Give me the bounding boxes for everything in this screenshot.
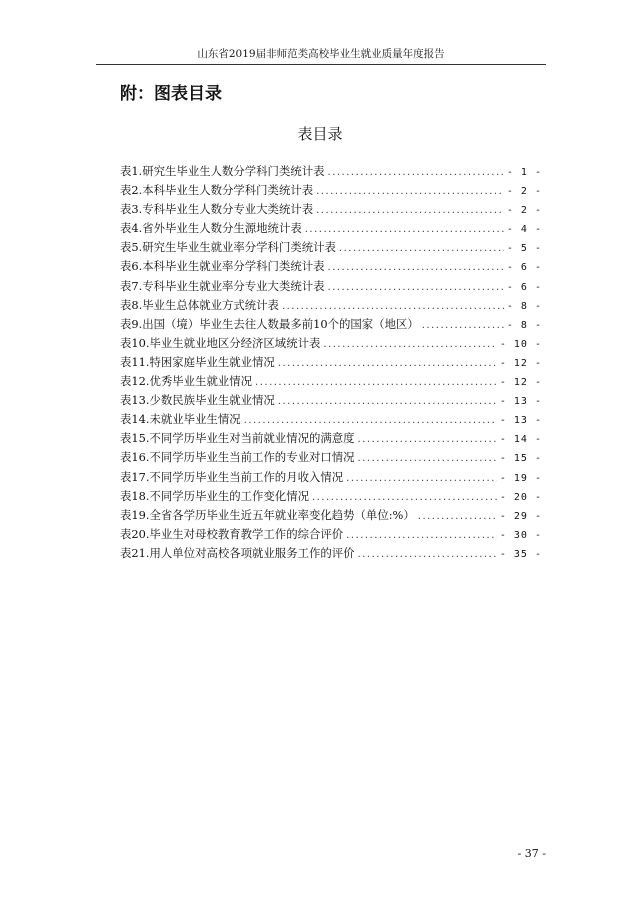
toc-entry-label: 表5.研究生毕业生就业率分学科门类统计表 (120, 240, 336, 255)
toc-entry-label: 表7.专科毕业生就业率分专业大类统计表 (120, 278, 325, 293)
toc-entry-page: - 30 - (499, 529, 542, 541)
toc-entry-label: 表3.专科毕业生人数分专业大类统计表 (120, 202, 314, 217)
toc-entry-page: - 2 - (506, 186, 542, 198)
toc-entry-label: 表2.本科毕业生人数分学科门类统计表 (120, 183, 314, 198)
toc-entry-page: - 8 - (506, 319, 542, 331)
toc-entry-page: - 2 - (506, 205, 542, 217)
toc-leader (328, 258, 504, 277)
toc-leader (346, 469, 497, 488)
toc-list (120, 162, 542, 563)
toc-entry-label: 表1.研究生毕业生人数分学科门类统计表 (120, 164, 325, 178)
toc-leader (282, 297, 504, 316)
toc-entry[interactable] (120, 391, 542, 410)
toc-leader (358, 449, 497, 468)
toc-entry-label: 表13.少数民族毕业生就业情况 (120, 393, 275, 408)
toc-entry[interactable] (120, 429, 542, 448)
toc-entry-page: - 5 - (506, 243, 542, 255)
toc-leader (418, 507, 497, 526)
toc-entry[interactable] (120, 315, 542, 334)
toc-entry[interactable] (120, 181, 542, 200)
toc-entry[interactable] (120, 525, 542, 544)
toc-entry[interactable] (120, 353, 542, 372)
toc-entry-page: - 29 - (499, 510, 542, 522)
toc-entry[interactable] (120, 487, 542, 506)
toc-entry-label: 表9.出国（境）毕业生去往人数最多前10个的国家（地区） (120, 316, 419, 331)
toc-entry-label: 表19.全省各学历毕业生近五年就业率变化趋势（单位:%） (120, 507, 415, 522)
toc-entry-page: - 19 - (499, 472, 542, 484)
toc-entry[interactable] (120, 238, 542, 257)
toc-entry[interactable] (120, 372, 542, 391)
toc-entry[interactable] (120, 162, 542, 181)
toc-entry-page: - 12 - (499, 377, 542, 389)
toc-entry[interactable] (120, 506, 542, 525)
toc-entry-label: 表20.毕业生对母校教育教学工作的综合评价 (120, 526, 344, 541)
appendix-heading: 附：图表目录 (120, 84, 222, 104)
toc-entry[interactable] (120, 448, 542, 467)
toc-entry[interactable] (120, 410, 542, 429)
toc-entry-page: - 35 - (499, 548, 542, 560)
toc-leader (278, 392, 497, 411)
toc-entry[interactable] (120, 200, 542, 219)
toc-entry[interactable] (120, 219, 542, 238)
toc-entry[interactable] (120, 277, 542, 296)
toc-entry-label: 表11.特困家庭毕业生就业情况 (120, 354, 275, 369)
toc-entry-page: - 6 - (506, 281, 542, 293)
toc-entry-label: 表4.省外毕业生人数分生源地统计表 (120, 221, 302, 236)
toc-leader (316, 201, 504, 220)
toc-entry[interactable] (120, 334, 542, 353)
toc-entry-page: - 6 - (506, 262, 542, 274)
toc-leader (255, 373, 497, 392)
toc-leader (316, 182, 504, 201)
toc-entry-page: - 8 - (506, 300, 542, 312)
toc-entry-label: 表14.未就业毕业生情况 (120, 412, 241, 427)
toc-leader (278, 354, 497, 373)
toc-entry-label: 表10.毕业生就业地区分经济区域统计表 (120, 335, 321, 350)
toc-leader (323, 335, 497, 354)
toc-entry-page: - 13 - (499, 415, 542, 427)
toc-leader (422, 316, 504, 335)
toc-entry-page: - 14 - (499, 434, 542, 446)
toc-entry-page: - 4 - (506, 224, 542, 236)
toc-leader (328, 163, 504, 182)
toc-leader (339, 239, 504, 258)
toc-entry-page: - 20 - (499, 491, 542, 503)
page-number: - 37 - (517, 847, 546, 860)
toc-leader (244, 411, 497, 430)
toc-entry-label: 表16.不同学历毕业生当前工作的专业对口情况 (120, 450, 355, 465)
toc-entry-label: 表21.用人单位对高校各项就业服务工作的评价 (120, 545, 355, 560)
toc-leader (312, 488, 497, 507)
toc-leader (346, 526, 497, 545)
toc-entry[interactable] (120, 296, 542, 315)
toc-entry-label: 表12.优秀毕业生就业情况 (120, 374, 253, 389)
running-header: 山东省2019届非师范类高校毕业生就业质量年度报告 (96, 44, 546, 65)
toc-title: 表目录 (297, 125, 343, 143)
toc-entry-label: 表8.毕业生总体就业方式统计表 (120, 297, 279, 312)
toc-entry-label: 表17.不同学历毕业生当前工作的月收入情况 (120, 469, 344, 484)
toc-entry[interactable] (120, 257, 542, 276)
toc-entry[interactable] (120, 544, 542, 563)
toc-entry-label: 表6.本科毕业生就业率分学科门类统计表 (120, 259, 325, 274)
toc-leader (358, 430, 497, 449)
toc-entry-label: 表15.不同学历毕业生对当前就业情况的满意度 (120, 431, 355, 446)
toc-entry-page: - 13 - (499, 396, 542, 408)
toc-entry-page: - 12 - (499, 357, 542, 369)
toc-entry-label: 表18.不同学历毕业生的工作变化情况 (120, 488, 309, 503)
toc-entry-page: - 15 - (499, 453, 542, 465)
toc-leader (305, 220, 504, 239)
toc-entry-page: - 10 - (499, 338, 542, 350)
toc-entry-page: - 1 - (506, 167, 542, 178)
toc-leader (358, 545, 497, 564)
toc-entry[interactable] (120, 468, 542, 487)
toc-leader (328, 278, 504, 297)
